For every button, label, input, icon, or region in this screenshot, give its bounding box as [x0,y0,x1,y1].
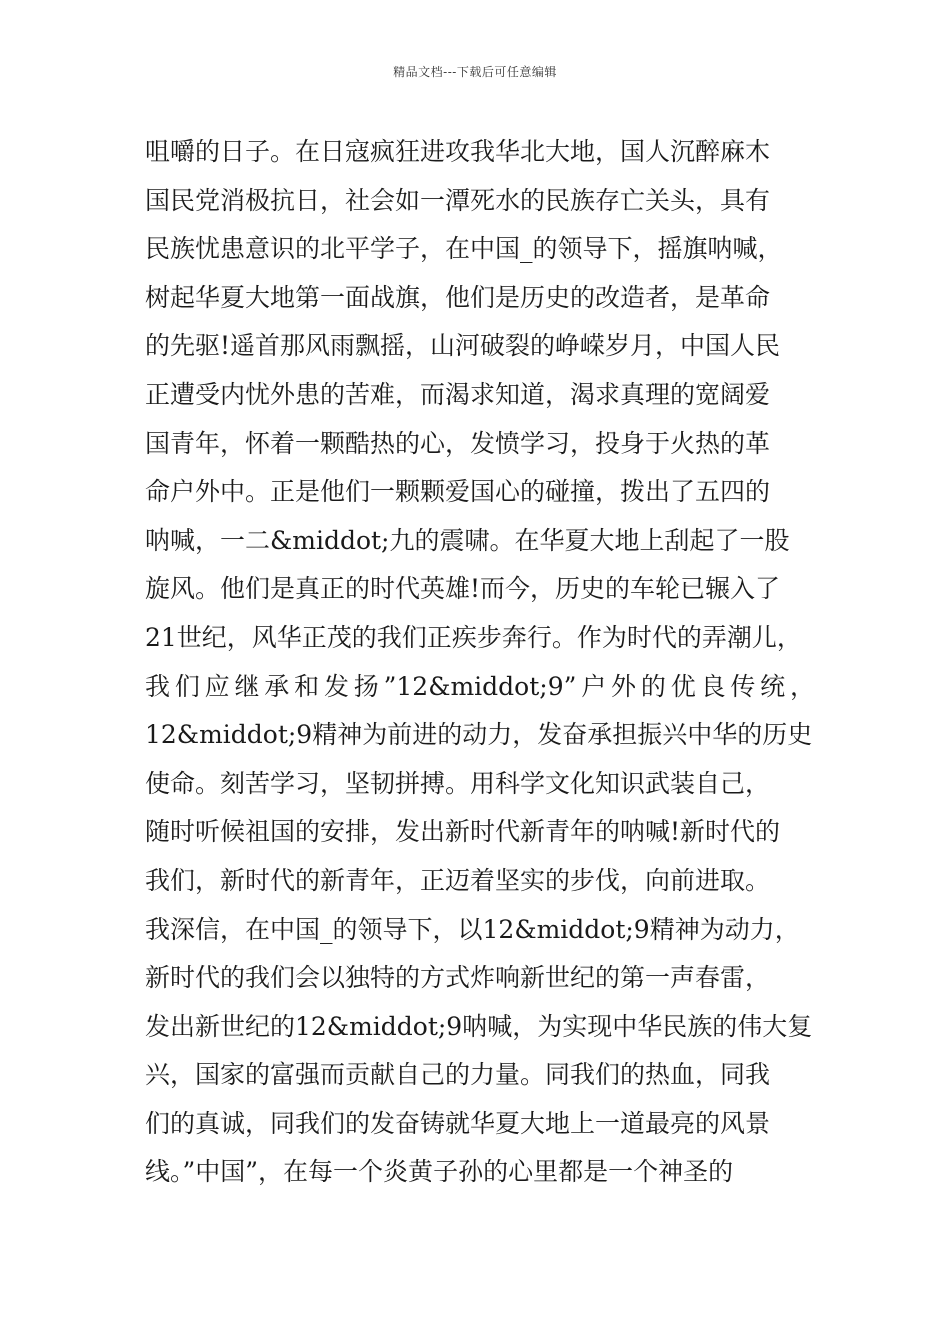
text-line: 我们应继承和发扬”12&middot;9”户外的优良传统， [145,671,815,701]
text-line: 使命。刻苦学习，坚韧拼搏。用科学文化知识武装自己， [145,768,771,798]
text-line: 命户外中。正是他们一颗颗爱国心的碰撞，拨出了五四的 [145,477,771,507]
text-line: 正遭受内忧外患的苦难，而渴求知道，渴求真理的宽阔爱 [145,379,771,409]
text-line: 国青年，怀着一颗酷热的心，发愤学习，投身于火热的革 [145,428,771,458]
text-line: 树起华夏大地第一面战旗，他们是历史的改造者，是革命 [145,282,771,312]
text-line: 21世纪，风华正茂的我们正疾步奔行。作为时代的弄潮儿， [145,622,802,652]
text-line: 咀嚼的日子。在日寇疯狂进攻我华北大地，国人沉醉麻木 [145,137,771,166]
text-line: 的先驱!遥首那风雨飘摇，山河破裂的峥嵘岁月，中国人民 [145,331,781,361]
text-line: 国民党消极抗日，社会如一潭死水的民族存亡关头，具有 [145,185,771,215]
document-body [145,128,815,1197]
text-line: 我深信，在中国_的领导下，以12&middot;9精神为动力， [145,914,800,944]
text-line: 12&middot;9精神为前进的动力，发奋承担振兴中华的历史 [145,720,813,750]
text-line: 们的真诚，同我们的发奋铸就华夏大地上一道最亮的风景 [145,1108,771,1138]
text-line: 发出新世纪的12&middot;9呐喊，为实现中华民族的伟大复 [145,1011,813,1041]
text-line: 随时听候祖国的安排，发出新时代新青年的呐喊!新时代的 [145,817,781,847]
text-line: 兴，国家的富强而贡献自己的力量。同我们的热血，同我 [145,1060,771,1090]
text-line: 民族忧患意识的北平学子，在中国_的领导下，摇旗呐喊， [145,234,783,264]
text-line: 呐喊，一二&middot;九的震啸。在华夏大地上刮起了一股 [145,525,790,555]
text-line: 我们，新时代的新青年，正迈着坚实的步伐，向前进取。 [145,865,771,895]
text-line: 线。”中国”，在每一个炎黄子孙的心里都是一个神圣的 [145,1157,734,1187]
page-header: 精品文档---下载后可任意编辑 [393,65,557,79]
text-line: 新时代的我们会以独特的方式炸响新世纪的第一声春雷， [145,963,771,993]
text-line: 旋风。他们是真正的时代英雄!而今，历史的车轮已辗入了 [145,574,781,604]
